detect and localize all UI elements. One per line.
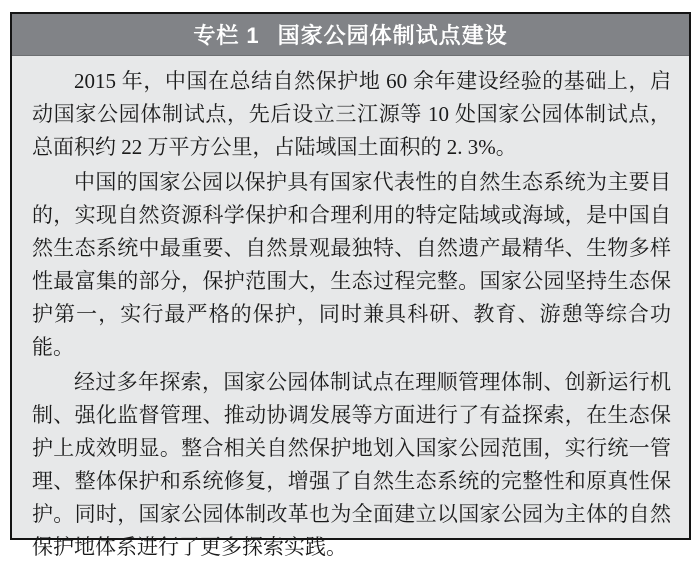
paragraph-exploration-results: 经过多年探索，国家公园体制试点在理顺管理体制、创新运行机制、强化监督管理、推动协调发展等方面进行了有益探索，在生态保护上成效明显。整合相关自然保护地划入国家公园范围，实行统一管理、整体保护和系统修复，增强了自然生态系统的完整性和原真性保护。同时，国家公园体制改革也为全面建立以国家公园为主体的自然保护地体系进行了更多探索实践。 xyxy=(32,370,671,559)
column-title: 国家公园体制试点建设 xyxy=(277,23,508,48)
column-number-label: 专栏 1 xyxy=(193,23,260,48)
column-box-header xyxy=(12,14,689,56)
column-box-body xyxy=(12,56,689,564)
paragraph-park-definition: 中国的国家公园以保护具有国家代表性的自然生态系统为主要目的，实现自然资源科学保护和合理利用的特定陆域或海域，是中国自然生态系统中最重要、自然景观最独特、自然遗产最精华、生物多样性最富集的部分，保护范围大，生态过程完整。国家公园坚持生态保护第一，实行最严格的保护，同时兼具科研、教育、游憩等综合功能。 xyxy=(32,170,671,359)
column-box xyxy=(10,12,691,559)
paragraph-pilot-launch: 2015 年，中国在总结自然保护地 60 余年建设经验的基础上，启动国家公园体制试点，先后设立三江源等 10 处国家公园体制试点，总面积约 22 万平方公里，占陆域国土面积的 2. 3%。 xyxy=(32,69,671,159)
